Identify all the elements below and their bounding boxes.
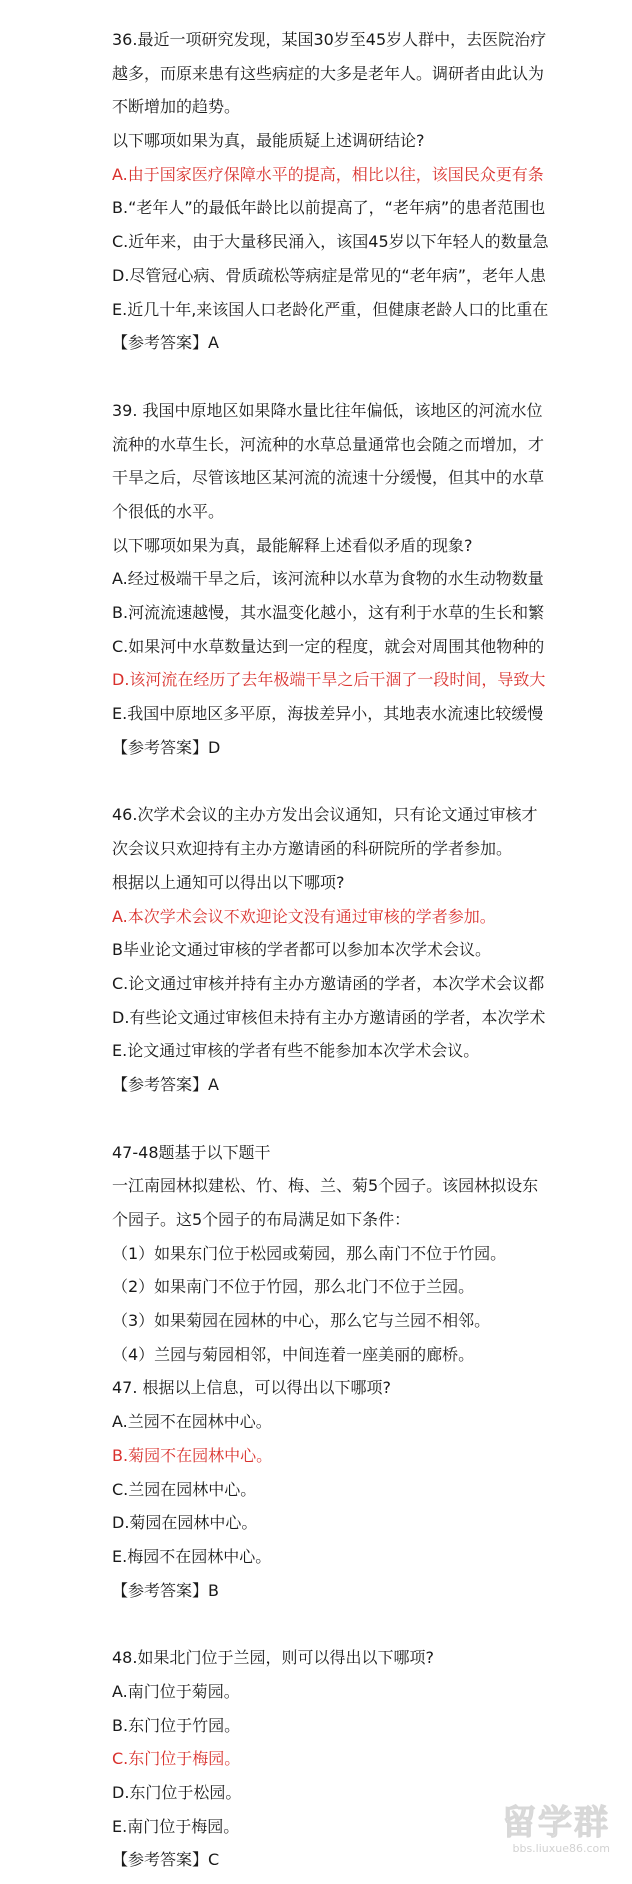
option: C.兰园在园林中心。: [112, 1479, 257, 1499]
question-stem-line: 次会议只欢迎持有主办方邀请函的科研院所的学者参加。: [112, 839, 513, 859]
option: D.菊园在园林中心。: [112, 1513, 258, 1533]
question-stem-line: 个园子。这5个园子的布局满足如下条件：: [112, 1210, 411, 1229]
document-body: [112, 30, 632, 1884]
option: E.论文通过审核的学者有些不能参加本次学术会议。: [112, 1041, 480, 1061]
question-stem-line: 个很低的水平。: [112, 501, 225, 521]
option: B.东门位于竹园。: [112, 1715, 241, 1735]
option: B毕业论文通过审核的学者都可以参加本次学术会议。: [112, 940, 491, 960]
question-stem-line: 越多，而原来患有这些病症的大多是老年人。调研者由此认为: [112, 63, 545, 83]
answer-key: 【参考答案】C: [112, 1850, 220, 1870]
spacer: [112, 367, 632, 401]
question-39: [112, 401, 632, 758]
option: E.南门位于梅园。: [112, 1816, 240, 1836]
watermark-url: bbs.liuxue86.com: [512, 1842, 610, 1855]
option: A.兰园不在园林中心。: [112, 1412, 272, 1432]
question-47: [112, 1143, 632, 1601]
option-correct: D.该河流在经历了去年极端干旱之后干涸了一段时间，导致大: [112, 670, 546, 690]
question-stem-line: 36.最近一项研究发现，某国30岁至45岁人群中，去医院治疗: [112, 30, 547, 49]
section-heading: 47-48题基于以下题干: [112, 1142, 271, 1162]
condition-item: （3）如果菊园在园林的中心，那么它与兰园不相邻。: [112, 1311, 491, 1331]
condition-item: （1）如果东门位于松园或菊园，那么南门不位于竹园。: [112, 1243, 507, 1263]
spacer: [112, 771, 632, 805]
answer-key: 【参考答案】B: [112, 1580, 219, 1600]
option: C.论文通过审核并持有主办方邀请函的学者，本次学术会议都: [112, 973, 545, 993]
question-prompt: 以下哪项如果为真，最能解释上述看似矛盾的现象?: [112, 535, 473, 555]
condition-item: （2）如果南门不位于竹园，那么北门不位于兰园。: [112, 1277, 475, 1297]
answer-key: 【参考答案】D: [112, 737, 221, 757]
answer-key: 【参考答案】A: [112, 1074, 219, 1094]
option: E.近几十年,来该国人口老龄化严重，但健康老龄人口的比重在: [112, 299, 549, 319]
option: D.尽管冠心病、骨质疏松等病症是常见的“老年病”，老年人患: [112, 265, 546, 285]
question-stem-line: 39. 我国中原地区如果降水量比往年偏低，该地区的河流水位: [112, 400, 543, 420]
option: E.梅园不在园林中心。: [112, 1546, 272, 1566]
option: C.如果河中水草数量达到一定的程度，就会对周围其他物种的: [112, 636, 545, 656]
question-prompt: 48.如果北门位于兰园，则可以得出以下哪项?: [112, 1648, 434, 1668]
option-correct: A.本次学术会议不欢迎论文没有通过审核的学者参加。: [112, 906, 496, 926]
spacer: [112, 1614, 632, 1648]
site-watermark: [460, 1804, 610, 1858]
option: E.我国中原地区多平原，海拔差异小，其地表水流速比较缓慢: [112, 704, 544, 724]
option: A.南门位于菊园。: [112, 1681, 240, 1701]
answer-key: 【参考答案】A: [112, 333, 219, 353]
option-correct: C.东门位于梅园。: [112, 1749, 241, 1769]
option: D.有些论文通过审核但未持有主办方邀请函的学者，本次学术: [112, 1007, 546, 1027]
question-prompt: 根据以上通知可以得出以下哪项?: [112, 872, 345, 892]
question-46: [112, 805, 632, 1095]
condition-item: （4）兰园与菊园相邻，中间连着一座美丽的廊桥。: [112, 1344, 475, 1364]
option: D.东门位于松园。: [112, 1783, 242, 1802]
question-stem-line: 流种的水草生长，河流种的水草总量通常也会随之而增加，才: [112, 434, 545, 454]
question-36: [112, 30, 632, 353]
watermark-logo-text: 留学群: [502, 1803, 610, 1843]
option-correct: B.菊园不在园林中心。: [112, 1445, 273, 1465]
option: B.河流流速越慢，其水温变化越小，这有利于水草的生长和繁: [112, 603, 545, 622]
option: C.近年来，由于大量移民涌入，该国45岁以下年轻人的数量急: [112, 232, 549, 252]
spacer: [112, 1109, 632, 1143]
question-stem-line: 干旱之后，尽管该地区某河流的流速十分缓慢，但其中的水草: [112, 468, 545, 488]
option-correct: A.由于国家医疗保障水平的提高，相比以往，该国民众更有条: [112, 164, 544, 184]
question-prompt: 47. 根据以上信息，可以得出以下哪项?: [112, 1378, 392, 1398]
question-stem-line: 一江南园林拟建松、竹、梅、兰、菊5个园子。该园林拟设东: [112, 1176, 539, 1196]
option: A.经过极端干旱之后，该河流种以水草为食物的水生动物数量: [112, 569, 544, 589]
question-prompt: 以下哪项如果为真，最能质疑上述调研结论?: [112, 131, 425, 151]
question-stem-line: 不断增加的趋势。: [112, 97, 241, 117]
question-stem-line: 46.次学术会议的主办方发出会议通知，只有论文通过审核才: [112, 805, 538, 825]
option: B.“老年人”的最低年龄比以前提高了，“老年病”的患者范围也: [112, 198, 546, 218]
